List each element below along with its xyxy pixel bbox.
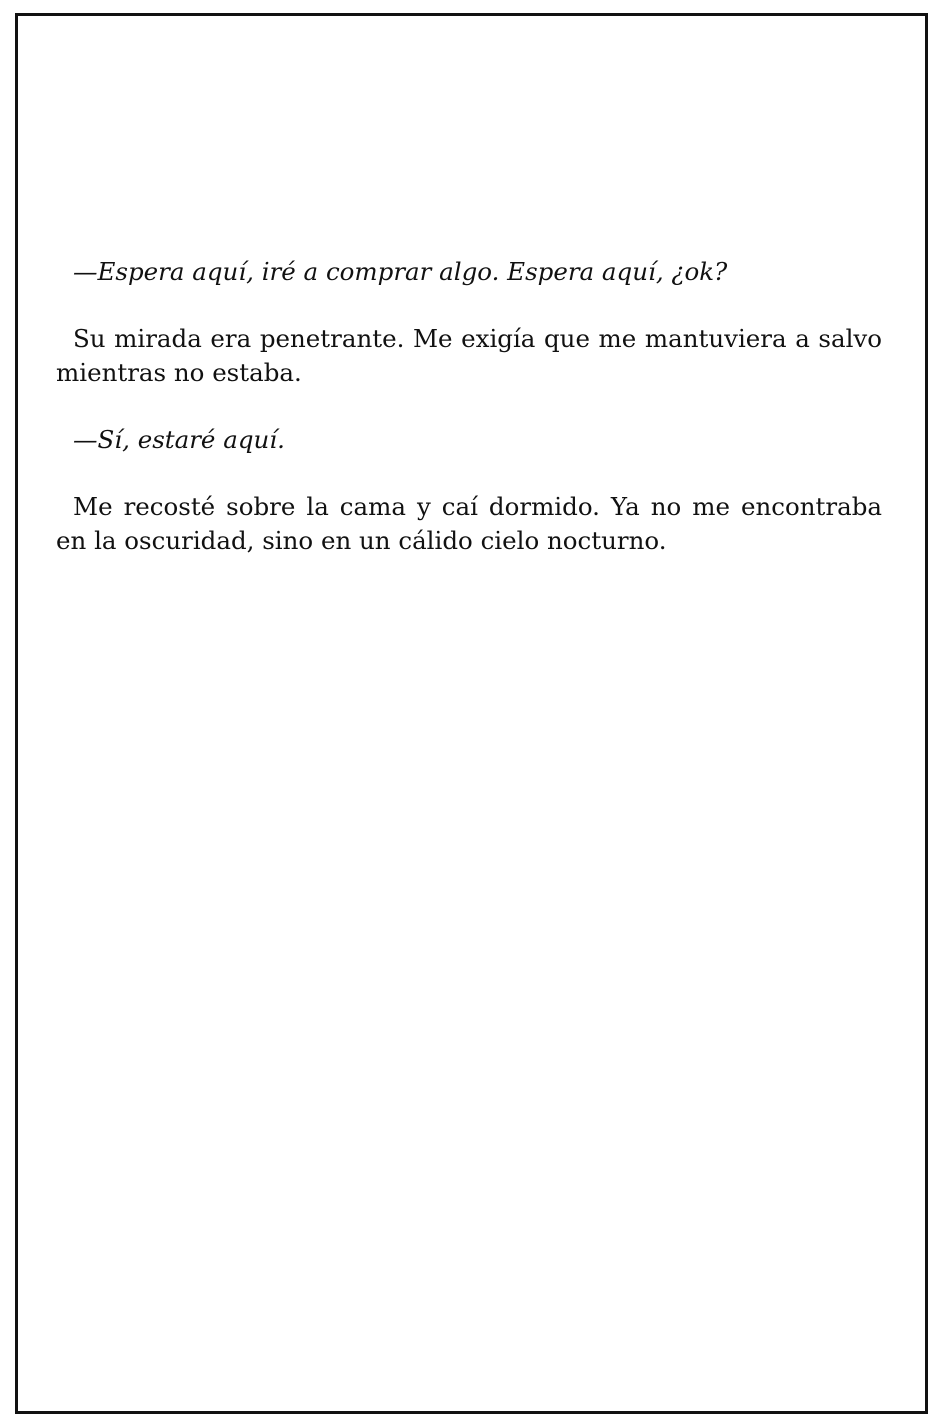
paragraph-gap	[56, 390, 882, 423]
page-frame	[15, 13, 928, 1414]
paragraph-gap	[56, 289, 882, 322]
paragraph-gap	[56, 457, 882, 490]
dialogue-line: —Sí, estaré aquí.	[73, 425, 285, 454]
dialogue-line: —Espera aquí, iré a comprar algo. Espera aquí, ¿ok?	[73, 257, 728, 286]
body-text	[56, 255, 882, 558]
narration-paragraph: Su mirada era penetrante. Me exigía que me mantuviera a salvo mientras no estaba.	[56, 324, 882, 387]
narration-paragraph: Me recosté sobre la cama y caí dormido. Ya no me encontraba en la oscuridad, sino en un cálido cielo nocturno.	[56, 492, 882, 555]
